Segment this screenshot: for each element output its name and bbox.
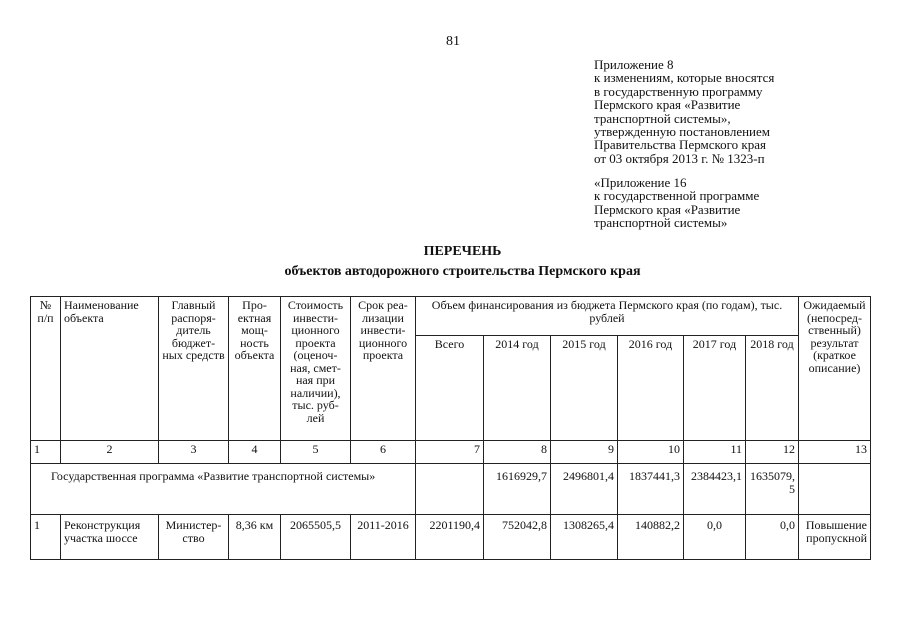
program-2018: 1635079,5	[746, 464, 799, 515]
appendix-8-block	[594, 58, 894, 165]
appendix-line: транспортной системы»,	[594, 110, 731, 126]
header-num: № п/п	[31, 297, 61, 441]
appendix-line: Пермского края «Развитие	[594, 201, 741, 217]
row-total: 2201190,4	[416, 515, 484, 560]
row-capacity: 8,36 км	[229, 515, 281, 560]
header-year-2016: 2016 год	[618, 336, 684, 441]
program-2017: 2384423,1	[684, 464, 746, 515]
column-number: 2	[61, 441, 159, 464]
header-cost: Стоимость инвести-ционного проекта (оценоч-ная, смет-ная при наличии), тыс. руб-лей	[281, 297, 351, 441]
program-total	[416, 464, 484, 515]
header-name: Наименование объекта	[61, 297, 159, 441]
column-number: 6	[351, 441, 416, 464]
program-2016: 1837441,3	[618, 464, 684, 515]
row-2014: 752042,8	[484, 515, 551, 560]
appendix-16-block	[594, 176, 894, 230]
appendix-line: утвержденную постановлением	[594, 124, 771, 140]
header-term: Срок реа-лизации инвести-ционного проекта	[351, 297, 416, 441]
column-number: 9	[551, 441, 618, 464]
table-header-row	[31, 297, 871, 336]
row-result: Повышение пропускной	[799, 515, 871, 560]
program-result	[799, 464, 871, 515]
row-2017: 0,0	[684, 515, 746, 560]
appendix-line: Правительства Пермского края	[594, 137, 766, 153]
row-name: Реконструкция участка шоссе	[61, 515, 159, 560]
row-2016: 140882,2	[618, 515, 684, 560]
objects-table	[30, 296, 871, 560]
header-result: Ожидаемый (непосред-ственный) результат (краткое описание)	[799, 297, 871, 441]
column-number-row	[31, 441, 871, 464]
column-number: 5	[281, 441, 351, 464]
page-number: 81	[446, 34, 460, 49]
row-cost: 2065505,5	[281, 515, 351, 560]
document-subtitle: объектов автодорожного строительства Пермского края	[284, 264, 641, 279]
header-capacity: Про-ектная мощ-ность объекта	[229, 297, 281, 441]
column-number: 7	[416, 441, 484, 464]
appendix-line: «Приложение 16	[594, 175, 687, 190]
header-year-2015: 2015 год	[551, 336, 618, 441]
document-title: ПЕРЕЧЕНЬ	[423, 244, 502, 259]
row-term: 2011-2016	[351, 515, 416, 560]
program-2014: 1616929,7	[484, 464, 551, 515]
table-row	[31, 515, 871, 560]
header-year-2017: 2017 год	[684, 336, 746, 441]
appendix-line: Пермского края «Развитие	[594, 97, 741, 113]
column-number: 4	[229, 441, 281, 464]
header-total: Всего	[416, 336, 484, 441]
header-admin: Главный распоря-дитель бюджет-ных средств	[159, 297, 229, 441]
row-2018: 0,0	[746, 515, 799, 560]
appendix-line: Приложение 8	[594, 57, 674, 72]
appendix-line: транспортной системы»	[594, 215, 728, 231]
column-number: 3	[159, 441, 229, 464]
appendix-line: от 03 октября 2013 г. № 1323-п	[594, 150, 765, 166]
column-number: 10	[618, 441, 684, 464]
column-number: 11	[684, 441, 746, 464]
header-year-2014: 2014 год	[484, 336, 551, 441]
column-number: 8	[484, 441, 551, 464]
column-number: 1	[31, 441, 61, 464]
header-funding: Объем финансирования из бюджета Пермского края (по годам), тыс. рублей	[416, 297, 799, 336]
appendix-line: к изменениям, которые вносятся	[594, 70, 775, 86]
row-admin: Министер-ство	[159, 515, 229, 560]
program-2015: 2496801,4	[551, 464, 618, 515]
appendix-line: в государственную программу	[594, 83, 763, 99]
column-number: 13	[799, 441, 871, 464]
program-label: Государственная программа «Развитие транспортной системы»	[31, 464, 416, 515]
row-2015: 1308265,4	[551, 515, 618, 560]
column-number: 12	[746, 441, 799, 464]
header-year-2018: 2018 год	[746, 336, 799, 441]
row-num: 1	[31, 515, 61, 560]
appendix-line: к государственной программе	[594, 188, 760, 204]
program-row	[31, 464, 871, 515]
